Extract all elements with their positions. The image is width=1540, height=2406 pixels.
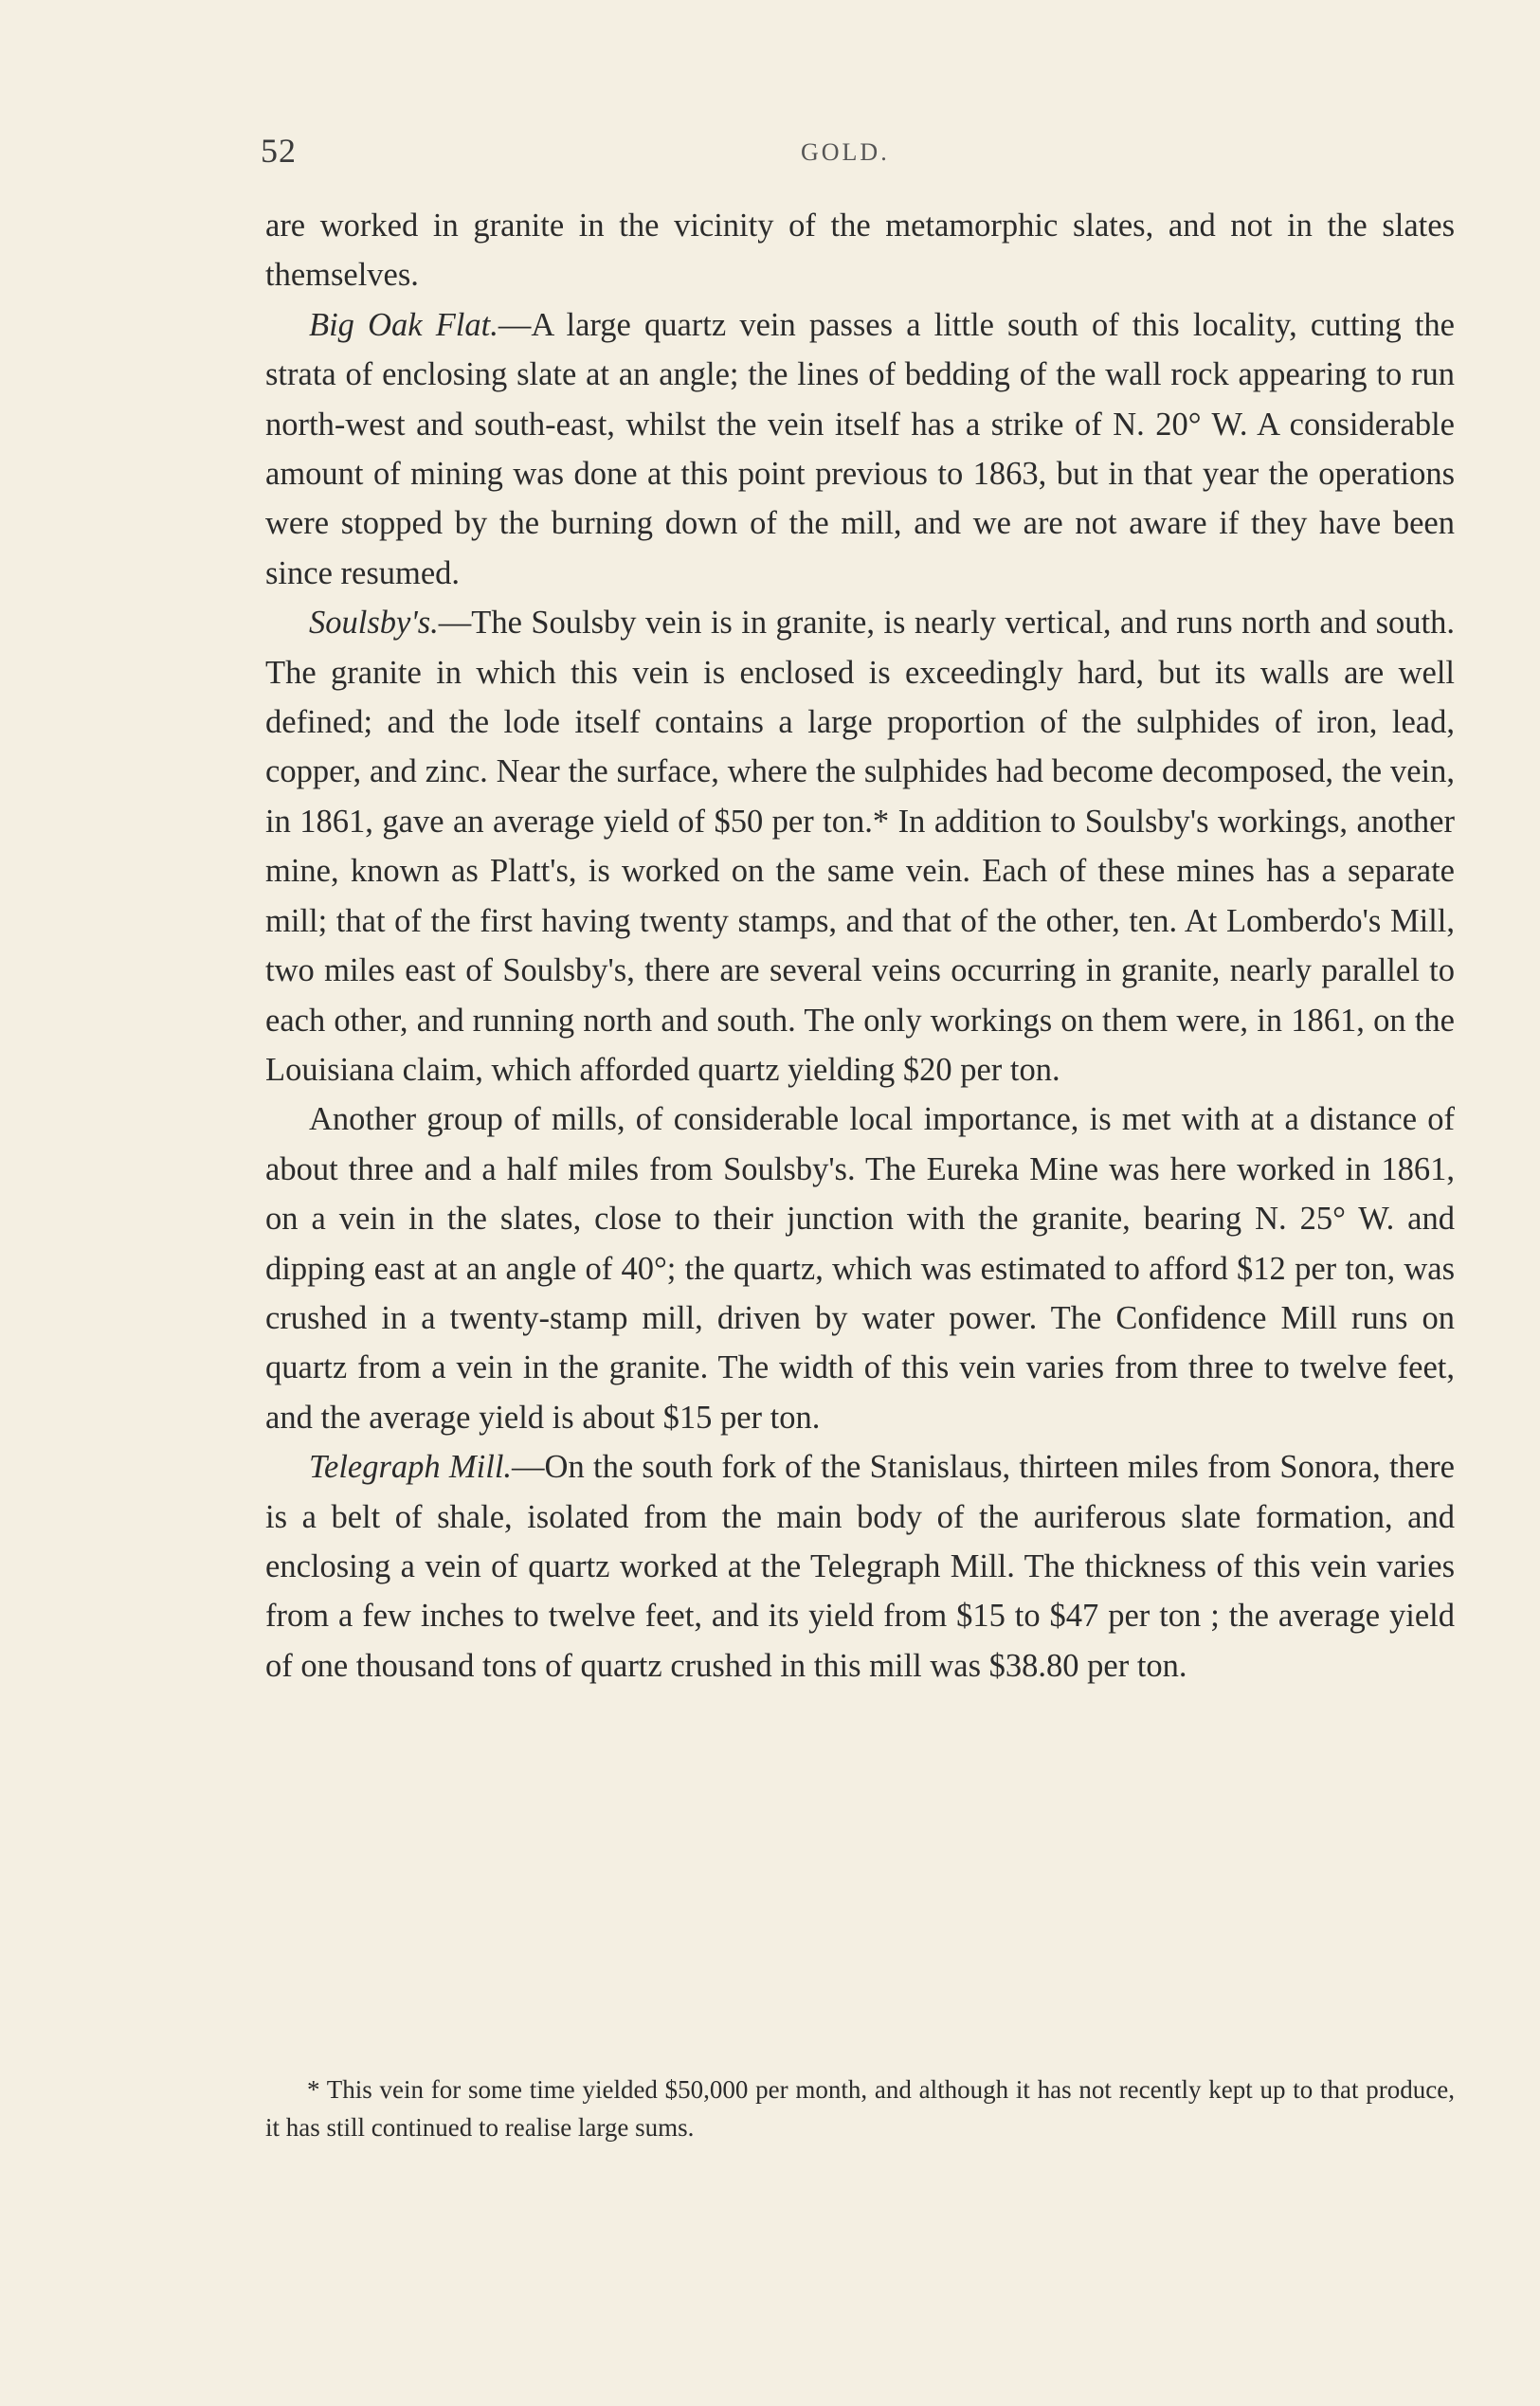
paragraph-continuation <box>265 201 1455 300</box>
paragraph-soulsbys <box>265 598 1455 1094</box>
paragraph-big-oak-flat <box>265 300 1455 598</box>
paragraph-text: are worked in granite in the vicinity of the metamorphic slates, and not in the slates themselves. <box>265 208 1455 294</box>
footnote <box>265 2071 1455 2146</box>
paragraph-text: Another group of mills, of considerable local importance, is met with at a distance of about three and a half miles from Soulsby's. The Eureka Mine was here worked in 1861, on a vein in the slates, close to their junction with the granite, bearing N. 25° W. and dipping east at an angle of 40°; the quartz, which was estimated to afford $12 per ton, was crushed in a twenty-stamp mill, driven by water power. The Confidence Mill runs on quartz from a vein in the granite. The width of this vein varies from three to twelve feet, and the average yield is about $15 per ton. <box>265 1101 1455 1436</box>
paragraph-heading: Telegraph Mill. <box>309 1449 513 1486</box>
paragraph-another-group <box>265 1094 1455 1442</box>
body-text <box>265 201 1455 1691</box>
paragraph-text: —The Soulsby vein is in granite, is nearly vertical, and runs north and south. The granite in which this vein is enclosed is exceedingly hard, but its walls are well defined; and the lode itself contains a large proportion of the sulphides of iron, lead, copper, and zinc. Near the surface, where the sulphides had become decomposed, the vein, in 1861, gave an average yield of $50 per ton.* In addition to Soulsby's workings, another mine, known as Platt's, is worked on the same vein. Each of these mines has a separate mill; that of the first having twenty stamps, and that of the other, ten. At Lomberdo's Mill, two miles east of Soulsby's, there are several veins occurring in granite, nearly parallel to each other, and running north and south. The only workings on them were, in 1861, on the Louisiana claim, which afforded quartz yielding $20 per ton. <box>265 605 1455 1088</box>
paragraph-text: —A large quartz vein passes a little south of this locality, cutting the strata of enclosing slate at an angle; the lines of bedding of the wall rock appearing to run north-west and south-east, whilst the vein itself has a strike of N. 20° W. A considerable amount of mining was done at this point previous to 1863, but in that year the operations were stopped by the burning down of the mill, and we are not aware if they have been since resumed. <box>265 306 1455 591</box>
page-number: 52 <box>261 132 297 170</box>
footnote-text: * This vein for some time yielded $50,000 per month, and although it has not recently kept up to that produce, it has still continued to realise large sums. <box>265 2075 1455 2142</box>
paragraph-telegraph-mill <box>265 1442 1455 1691</box>
running-head: GOLD. <box>801 138 890 166</box>
page-header <box>261 131 1459 178</box>
paragraph-text: —On the south fork of the Stanislaus, thirteen miles from Sonora, there is a belt of shale, isolated from the main body of the auriferous slate formation, and enclosing a vein of quartz worked at the Telegraph Mill. The thickness of this vein varies from a few inches to twelve feet, and its yield from $15 to $47 per ton ; the average yield of one thousand tons of quartz crushed in this mill was $38.80 per ton. <box>265 1449 1455 1684</box>
paragraph-heading: Big Oak Flat. <box>309 306 498 343</box>
paragraph-heading: Soulsby's. <box>309 605 439 642</box>
